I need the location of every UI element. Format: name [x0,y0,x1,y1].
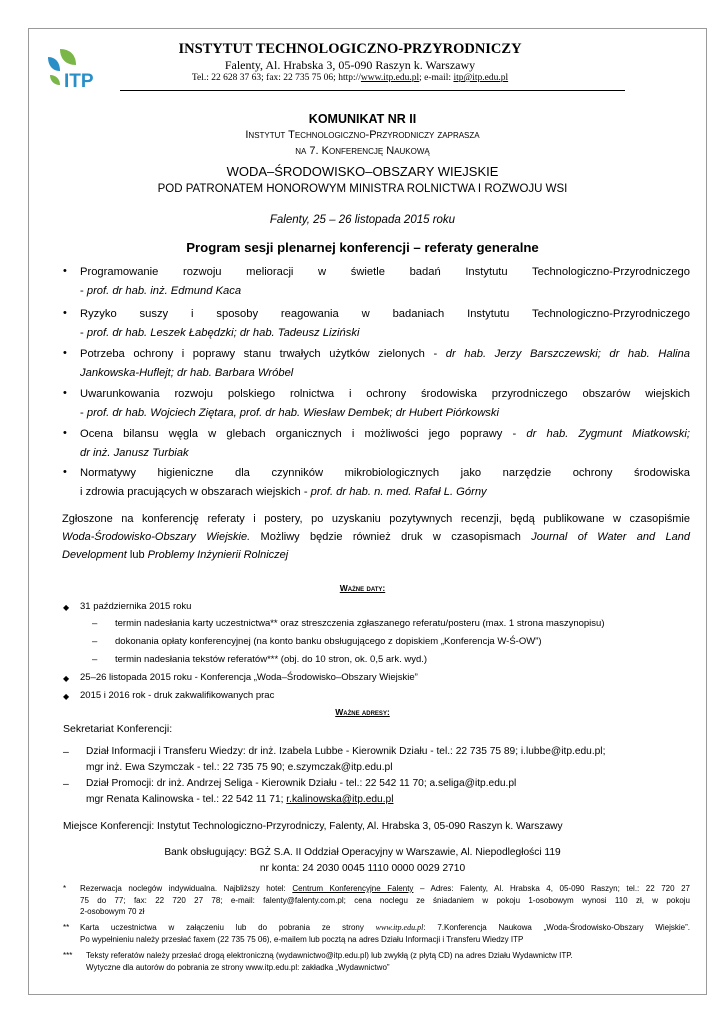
list-item: Potrzeba ochrony i poprawy stanu trwałych użytków zielonych - dr hab. Jerzy Barszczewski; dr hab. Halina Jankowska-Huflejt; dr hab. Barbara Wróbel [80,348,690,379]
list-item: Ryzyko suszy i sposoby reagowania w badaniach Instytutu Technologiczno-Przyrodniczego - prof. dr hab. Leszek Łabędzki; dr hab. Tadeusz Liziński [80,308,690,339]
conference-name: WODA–ŚRODOWISKO–OBSZARY WIEJSKIE [226,164,499,179]
announcement-conference-number: na 7. Konferencję Naukową [295,145,430,157]
addresses-heading: Ważne adresy: [335,707,390,717]
website-link[interactable]: www.itp.edu.pl [360,73,420,83]
dash-icon: – [63,746,69,758]
institute-contact: Tel.: 22 628 37 63; fax: 22 735 75 06; http://www.itp.edu.pl; e-mail: itp@itp.edu.pl [191,73,509,83]
footnote-mark: *** [63,951,73,960]
bank: Bank obsługujący: BGŻ S.A. II Oddział Operacyjny w Warszawie, Al. Niepodległości 119 [164,847,561,858]
bullet-icon: • [63,427,67,439]
diamond-icon: ◆ [63,692,70,701]
program-title: Program sesji plenarnej konferencji – referaty generalne [186,240,539,255]
venue: Miejsce Konferencji: Instytut Technologiczno-Przyrodniczy, Falenty, Al. Hrabska 3, 05-090 Raszyn k. Warszawy [63,821,563,832]
diamond-icon: ◆ [63,603,70,612]
address-line: Dział Informacji i Transferu Wiedzy: dr inż. Izabela Lubbe - Kierownik Działu - tel.: 22 735 75 89; i.lubbe@itp.edu.pl; [86,746,606,757]
date-item: 2015 i 2016 rok - druk zakwalifikowanych prac [80,690,275,701]
dash-icon: – [92,618,98,629]
list-item: Uwarunkowania rozwoju polskiego rolnictwa i ochrony środowiska przyrodniczego obszarów wiejskich - prof. dr hab. Wojciech Ziętara, prof. dr hab. Wiesław Dembek; dr Hubert Piórkowski [80,388,690,419]
email-link[interactable]: r.kalinowska@itp.edu.pl [286,794,394,805]
date-item: 31 października 2015 roku [80,601,192,612]
dash-icon: – [92,654,98,665]
institute-name: INSTYTUT TECHNOLOGICZNO-PRZYRODNICZY [178,41,522,57]
conference-date: Falenty, 25 – 26 listopada 2015 roku [269,214,456,226]
footnote-mark: ** [63,923,70,932]
address-line: mgr inż. Ewa Szymczak - tel.: 22 735 75 90; e.szymczak@itp.edu.pl [86,762,393,773]
date-subitem: termin nadesłania karty uczestnictwa** oraz streszczenia zgłaszanego referatu/posteru (max. 1 strona maszynopisu) [115,618,605,629]
announcement-title: KOMUNIKAT NR II [308,112,417,126]
header-divider [120,90,625,91]
date-item: 25–26 listopada 2015 roku - Konferencja „Woda–Środowisko–Obszary Wiejskie” [80,672,418,683]
publication-note: Zgłoszone na konferencję referaty i postery, po uzyskaniu pozytywnych recenzji, będą publikowane w czasopiśmie Woda-Środowisko-Obszary Wiejskie. Możliwy będzie również druk w czasopismach Journal of Water and Land Development lub Problemy Inżynierii Rolniczej [62,513,690,561]
bullet-icon: • [63,265,67,277]
patronage: POD PATRONATEM HONOROWYM MINISTRA ROLNICTWA I ROZWOJU WSI [157,183,568,195]
logo-leaf-green-small [50,75,60,85]
list-item: Programowanie rozwoju melioracji w świetle badań Instytutu Technologiczno-Przyrodniczego - prof. dr hab. inż. Edmund Kaca [80,266,690,297]
secretariat-label: Sekretariat Konferencji: [63,723,173,735]
bullet-icon: • [63,387,67,399]
address-line: Dział Promocji: dr inż. Andrzej Seliga - Kierownik Działu - tel.: 22 542 11 70; a.seliga@itp.edu.pl [86,778,517,789]
footnote-1: Rezerwacja noclegów indywidualna. Najbliższy hotel: Centrum Konferencyjne Falenty – Adres: Falenty, Al. Hrabska 4, 05-090 Raszyn; tel.: 22 720 27 75 do 77; fax: 22 720 27 78; e-mail: falenty@falenty.com.pl; cena noclegu ze śniadaniem w pokoju 1-osobowym wynosi 110 zł, w pokoju 2-osobowym 70 zł [80,884,691,916]
dates-heading: Ważne daty: [339,583,386,593]
logo-text: ITP [64,71,94,91]
dash-icon: – [92,636,98,647]
footnote-2: Karta uczestnictwa w załączeniu lub do pobrania ze strony www.itp.edu.pl: 7.Konferencja Naukowa „Woda-Środowisko-Obszary Wiejskie”. Po wypełnieniu należy przesłać faxem (22 735 75 06), e-mailem lub pocztą na adres Działu Informacji i Transferu Wiedzy ITP [80,923,690,944]
list-item: Normatywy higieniczne dla czynników mikrobiologicznych jako narzędzie ochrony środowiska i zdrowia pracujących w obszarach wiejskich - prof. dr hab. n. med. Rafał L. Górny [80,467,690,498]
announcement-invite: Instytut Technologiczno-Przyrodniczy zaprasza [245,129,480,141]
footnote-3: Teksty referatów należy przesłać drogą elektroniczną (wydawnictwo@itp.edu.pl) lub zwykłą (z płytą CD) na adres Działu Wydawnictw ITP. Wytyczne dla autorów do pobrania ze strony www.itp.edu.pl: zakładka „Wydawnictwo” [86,951,573,972]
logo-leaf-blue [48,57,60,71]
bullet-icon: • [63,347,67,359]
bullet-icon: • [63,466,67,478]
address-line: mgr Renata Kalinowska - tel.: 22 542 11 71; r.kalinowska@itp.edu.pl [86,794,394,805]
email-link[interactable]: itp@itp.edu.pl [453,73,509,83]
list-item: Ocena bilansu węgla w glebach organicznych i możliwości jego poprawy - dr hab. Zygmunt Miatkowski; dr inż. Janusz Turbiak [80,428,690,459]
footnote-mark: * [63,884,67,893]
logo-leaf-green [60,49,76,65]
itp-logo [46,45,108,91]
diamond-icon: ◆ [63,674,70,683]
dash-icon: – [63,778,69,790]
bank-account: nr konta: 24 2030 0045 1110 0000 0029 2710 [259,863,466,874]
date-subitem: dokonania opłaty konferencyjnej (na konto banku obsługującego z dopiskiem „Konferencja W-Ś-OW”) [115,636,542,647]
institute-address: Falenty, Al. Hrabska 3, 05-090 Raszyn k. Warszawy [224,58,476,72]
date-subitem: termin nadesłania tekstów referatów*** (obj. do 10 stron, ok. 0,5 ark. wyd.) [115,654,428,665]
bullet-icon: • [63,307,67,319]
